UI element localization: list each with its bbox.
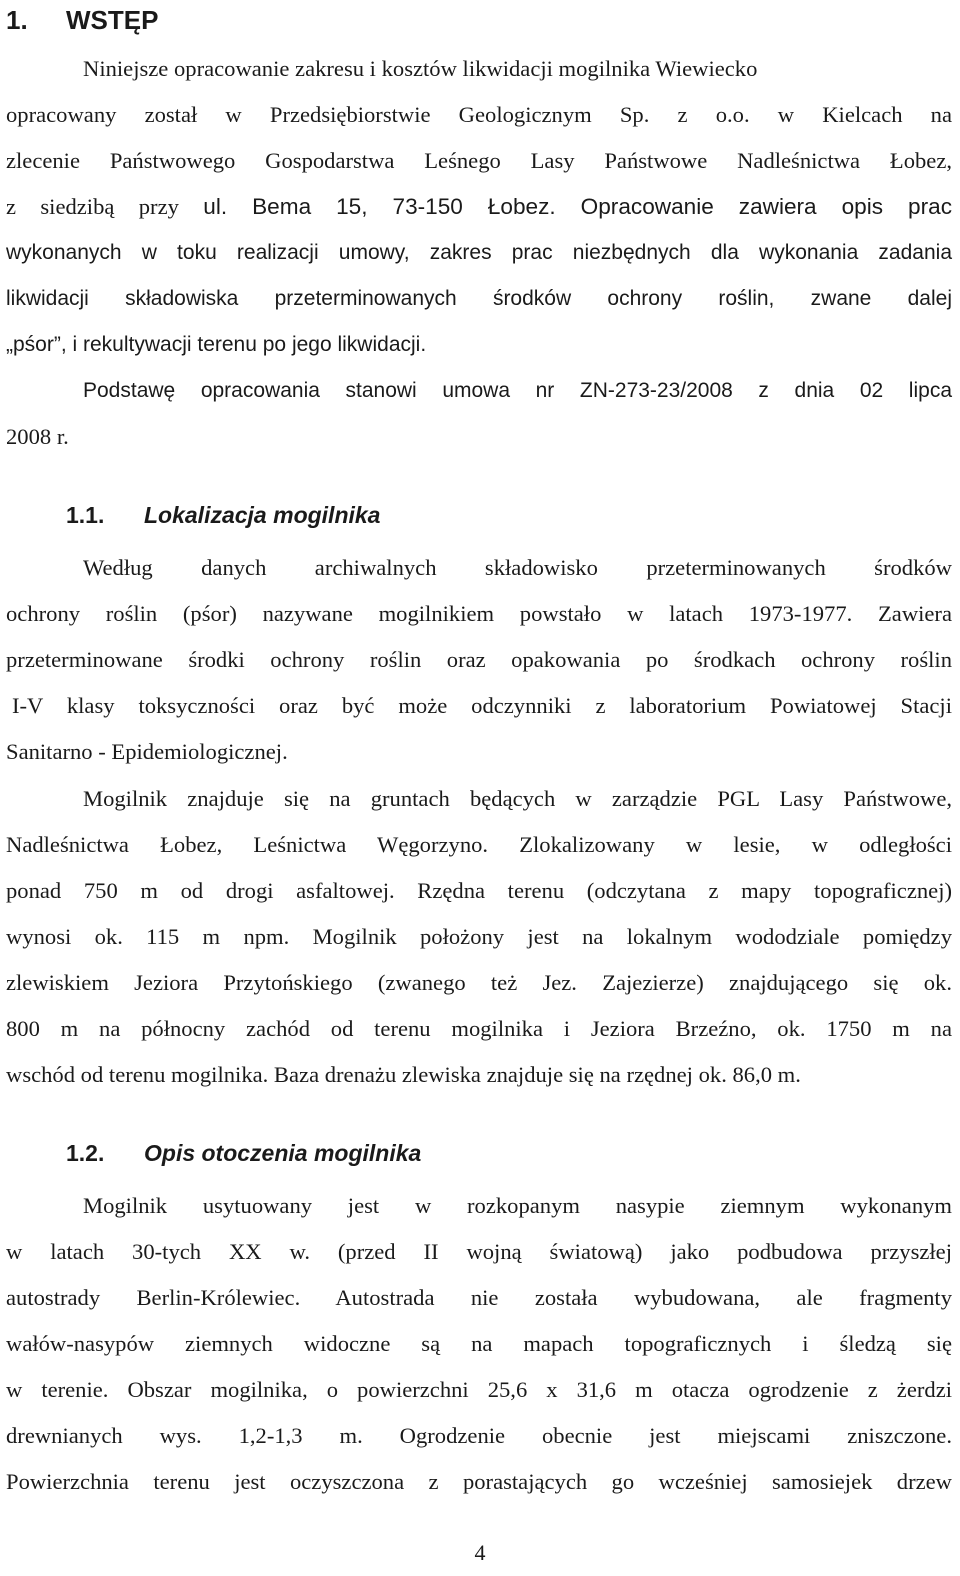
paragraph-line: zlecenie Państwowego Gospodarstwa Leśnego Lasy Państwowe Nadleśnictwa Łobez, bbox=[6, 148, 952, 173]
section-heading-opis-otoczenia bbox=[66, 1130, 421, 1176]
paragraph-line: likwidacji składowiska przeterminowanych środków ochrony roślin, zwane dalej bbox=[6, 287, 952, 310]
paragraph-line: wykonanych w toku realizacji umowy, zakres prac niezbędnych dla wykonania zadania bbox=[6, 241, 952, 264]
heading-title: Lokalizacja mogilnika bbox=[144, 502, 381, 528]
paragraph-line: wałów-nasypów ziemnych widoczne są na mapach topograficznych i śledzą się bbox=[6, 1331, 952, 1356]
paragraph-line: 800 m na północny zachód od terenu mogilnika i Jeziora Brzeźno, ok. 1750 m na bbox=[6, 1016, 952, 1041]
paragraph-line: Podstawę opracowania stanowi umowa nr ZN-273-23/2008 z dnia 02 lipca bbox=[83, 379, 952, 402]
page-number: 4 bbox=[474, 1540, 486, 1565]
heading-number: 1. bbox=[6, 5, 28, 35]
paragraph-line: I-V klasy toksyczności oraz być może odczynniki z laboratorium Powiatowej Stacji bbox=[12, 693, 952, 718]
paragraph-line: ochrony roślin (pśor) nazywane mogilnikiem powstało w latach 1973-1977. Zawiera bbox=[6, 601, 952, 626]
paragraph-line: w latach 30-tych XX w. (przed II wojną światową) jako podbudowa przyszłej bbox=[6, 1239, 952, 1264]
text-run: ul. Bema 15, 73-150 Łobez. Opracowanie zawiera opis prac bbox=[203, 194, 952, 219]
heading-number: 1.2. bbox=[66, 1140, 105, 1166]
paragraph-line: zlewiskiem Jeziora Przytońskiego (zwanego też Jez. Zajezierze) znajdującego się ok. bbox=[6, 970, 952, 995]
paragraph-line: Sanitarno - Epidemiologicznej. bbox=[6, 739, 288, 764]
paragraph-line: Nadleśnictwa Łobez, Leśnictwa Węgorzyno. Zlokalizowany w lesie, w odległości bbox=[6, 832, 952, 857]
paragraph-line: 2008 r. bbox=[6, 424, 69, 449]
paragraph-line: drewnianych wys. 1,2-1,3 m. Ogrodzenie obecnie jest miejscami zniszczone. bbox=[6, 1423, 952, 1448]
paragraph-line: Niniejsze opracowanie zakresu i kosztów likwidacji mogilnika Wiewiecko bbox=[83, 56, 758, 81]
text-run: z siedzibą przy bbox=[6, 194, 204, 219]
paragraph-line: przeterminowane środki ochrony roślin oraz opakowania po środkach ochrony roślin bbox=[6, 647, 952, 672]
paragraph-line: autostrady Berlin-Królewiec. Autostrada nie została wybudowana, ale fragmenty bbox=[6, 1285, 952, 1310]
heading-title: WSTĘP bbox=[66, 5, 159, 35]
paragraph-line: Mogilnik usytuowany jest w rozkopanym nasypie ziemnym wykonanym bbox=[83, 1193, 952, 1218]
paragraph-line: opracowany został w Przedsiębiorstwie Geologicznym Sp. z o.o. w Kielcach na bbox=[6, 102, 952, 127]
paragraph-line: Powierzchnia terenu jest oczyszczona z porastających go wcześniej samosiejek drzew bbox=[6, 1469, 952, 1494]
paragraph-line: Według danych archiwalnych składowisko przeterminowanych środków bbox=[83, 555, 952, 580]
paragraph-line: ponad 750 m od drogi asfaltowej. Rzędna terenu (odczytana z mapy topograficznej) bbox=[6, 878, 952, 903]
section-heading-lokalizacja bbox=[66, 492, 380, 538]
paragraph-line: w terenie. Obszar mogilnika, o powierzchni 25,6 x 31,6 m otacza ogrodzenie z żerdzi bbox=[6, 1377, 952, 1402]
paragraph-line: wynosi ok. 115 m npm. Mogilnik położony jest na lokalnym wododziale pomiędzy bbox=[6, 924, 952, 949]
paragraph-line: Mogilnik znajduje się na gruntach będących w zarządzie PGL Lasy Państwowe, bbox=[83, 786, 952, 811]
paragraph-line: wschód od terenu mogilnika. Baza drenażu zlewiska znajduje się na rzędnej ok. 86,0 m. bbox=[6, 1062, 801, 1087]
section-heading-wstep bbox=[6, 0, 158, 40]
heading-title: Opis otoczenia mogilnika bbox=[144, 1140, 422, 1166]
paragraph-line: „pśor”, i rekultywacji terenu po jego likwidacji. bbox=[6, 333, 427, 356]
paragraph-line bbox=[6, 184, 952, 230]
heading-number: 1.1. bbox=[66, 502, 105, 528]
